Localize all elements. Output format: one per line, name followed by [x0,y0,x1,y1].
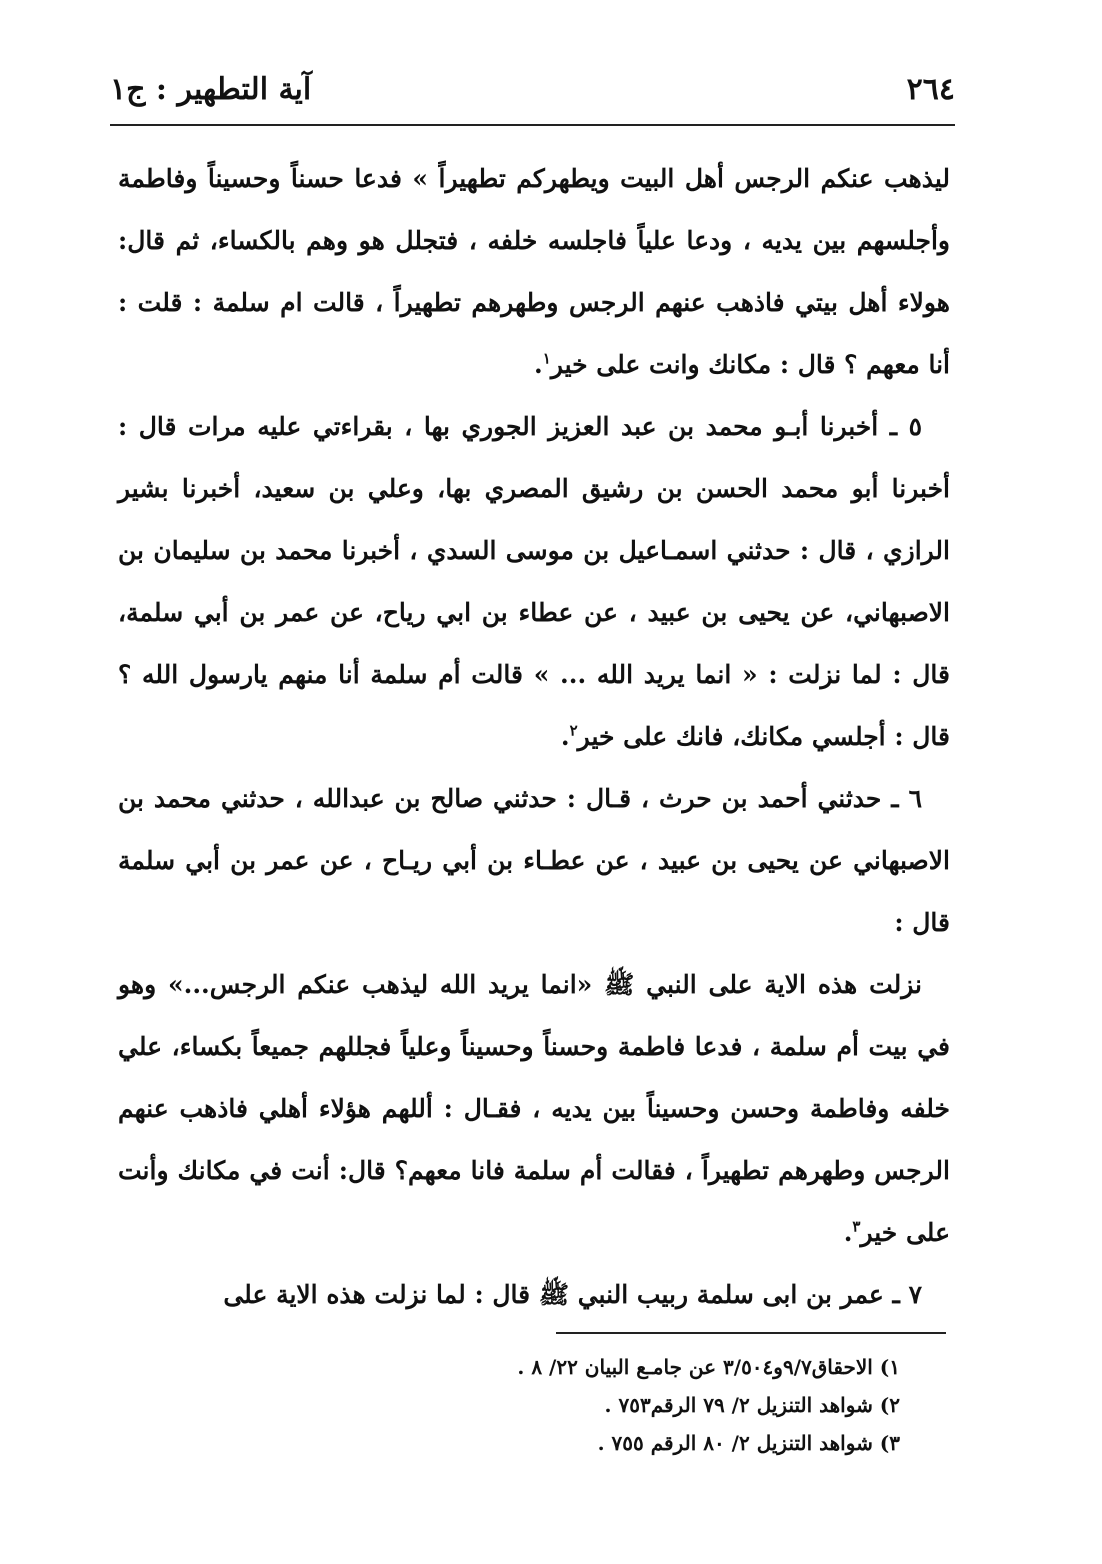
paragraph-3: ٦ ـ حدثني أحمد بن حرث ، قـال : حدثني صالح بن عبدالله ، حدثني محمد بن الاصبهاني عن يحيى بن عبيد ، عن عطـاء بن أبي ريـاح ، عن عمر بن أبي سلمة قال : [118,784,950,937]
footnote-1: ١) الاحقاق٩/٧و٣/٥٠٤ عن جامـع البيان ٢٢/ ٨ . [517,1355,900,1379]
footnote-ref-1: ١ [542,349,551,368]
paragraph-1-end: . [534,350,543,379]
paragraph-1 [118,148,950,396]
footnotes [300,1348,900,1462]
footnote-2: ٢) شواهد التنزيل ٢/ ٧٩ الرقم٧٥٣ . [604,1393,900,1417]
paragraph-5: ٧ ـ عمر بن ابى سلمة ربيب النبي ﷺ قال : لما نزلت هذه الاية على [223,1280,922,1309]
page-number: ٢٦٤ [906,72,955,107]
footnote-ref-2: ٢ [569,721,578,740]
paragraph-4 [118,954,950,1264]
paragraph-2 [118,396,950,768]
main-text [118,148,950,1326]
header-rule [110,124,955,126]
paragraph-2-end: . [560,722,570,751]
paragraph-2-text: ٥ ـ أخبرنا أبـو محمد بن عبد العزيز الجوري بها ، بقراءتي عليه مرات قال : أخبرنا أبو محمد الحسن بن رشيق المصري بها، وعلي بن سعيد، أخبرنا بشير الرازي ، قال : حدثني اسمـاعيل بن موسى السدي ، أخبرنا محمد بن سليمان بن الاصبهاني، عن يحيى بن عبيد ، عن عطاء بن ابي رياح، عن عمر بن أبي سلمة، قال : لما نزلت : « انما يريد الله ... » قالت أم سلمة أنا منهم يارسول الله ؟ قال : أجلسي مكانك، فانك على خير [118,412,950,751]
footnote-ref-3: ٣ [852,1217,861,1236]
paragraph-1-text: ليذهب عنكم الرجس أهل البيت ويطهركم تطهيراً » فدعا حسناً وحسيناً وفاطمة وأجلسهم بين يديه ، ودعا علياً فاجلسه خلفه ، فتجلل هو وهم بالكساء، ثم قال: هولاء أهل بيتي فاذهب عنهم الرجس وطهرهم تطهيراً ، قالت ام سلمة : قلت : أنا معهم ؟ قال : مكانك وانت على خير [118,164,950,379]
footnote-3: ٣) شواهد التنزيل ٢/ ٨٠ الرقم ٧٥٥ . [597,1431,900,1455]
paragraph-4-text: نزلت هذه الاية على النبي ﷺ «انما يريد الله ليذهب عنكم الرجس...» وهو في بيت أم سلمة ، فدعا فاطمة وحسناً وحسيناً وعلياً فجللهم جميعاً بكساء، علي خلفه وفاطمة وحسن وحسيناً بين يديه ، فقـال : أللهم هؤلاء أهلي فاذهب عنهم الرجس وطهرهم تطهيراً ، فقالت أم سلمة فانا معهم؟ قال: أنت في مكانك وأنت على خير [118,970,950,1247]
footnote-rule [556,1332,946,1334]
running-title: آية التطهير : ج١ [110,72,312,107]
page-header [110,72,955,122]
paragraph-4-end: . [843,1218,853,1247]
